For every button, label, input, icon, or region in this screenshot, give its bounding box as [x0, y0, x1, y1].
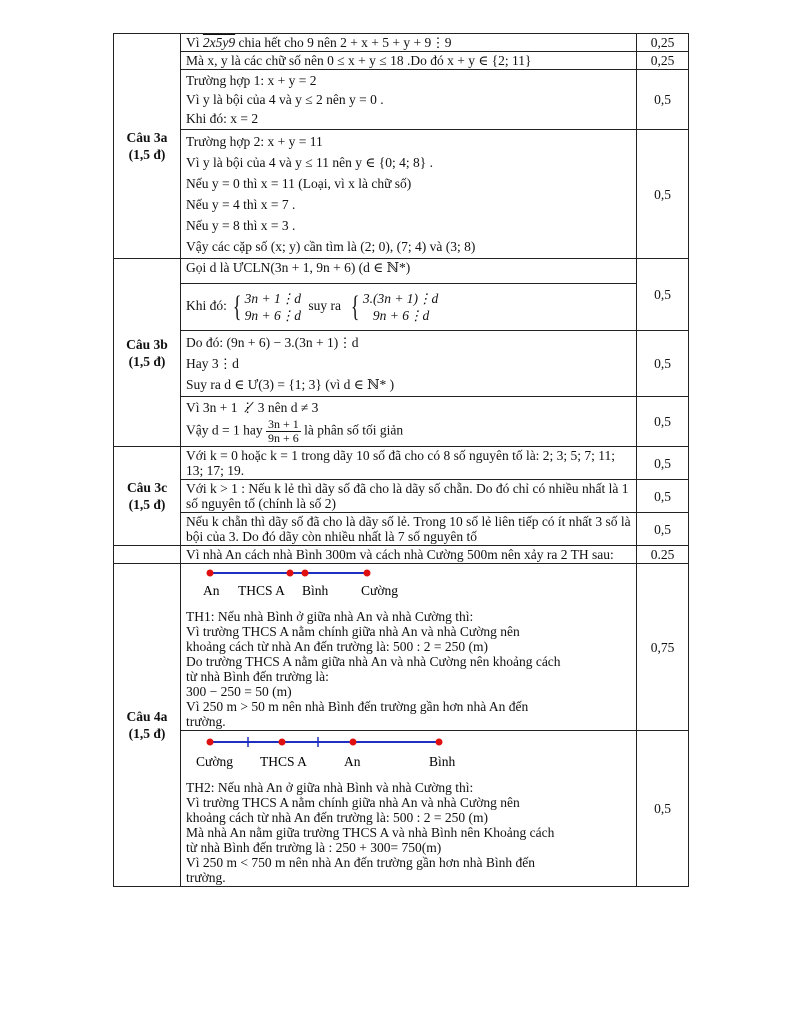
- point-an: [207, 570, 214, 577]
- label-thcs-a: THCS A: [238, 583, 285, 598]
- points-cell: 0,5: [637, 731, 689, 887]
- label-binh: Bình: [429, 754, 456, 769]
- point-an: [350, 739, 357, 746]
- label-an: An: [344, 754, 361, 769]
- table-row: [114, 397, 689, 447]
- points-cell: 0,5: [637, 259, 689, 331]
- answer-key-table: [113, 33, 689, 887]
- answer-cell: Mà x, y là các chữ số nên 0 ≤ x + y ≤ 18 .Do đó x + y ∈ {2; 11}: [181, 52, 637, 70]
- answer-cell: Trường hợp 2: x + y = 11 Vì y là bội của 4 và y ≤ 11 nên y ∈ {0; 4; 8} . Nếu y = 0 thì x = 11 (Loại, vì x là chữ số) Nếu y = 4 thì x = 7 . Nếu y = 8 thì x = 3 . Vậy các cặp số (x; y) cần tìm là (2; 0), (7; 4) và (3; 8): [181, 130, 637, 259]
- point-binh: [302, 570, 309, 577]
- table-row: [114, 259, 689, 284]
- points-cell: 0,25: [637, 52, 689, 70]
- answer-cell: Cường THCS A An Bình TH2: Nếu nhà An ở giữa nhà Bình và nhà Cường thì: Vì trường THCS A nằm chính giữa nhà An và nhà Cường nên khoảng cách từ nhà An đến trường là: 500 : 2 = 250 (m) Mà nhà An nằm giữa trường THCS A và nhà Bình nên Khoảng cách từ nhà Bình đến trường là : 250 + 300= 750(m) Vì 250 m < 750 m nên nhà An đến trường gần hơn nhà Bình đến trường.: [181, 731, 637, 887]
- equation-system: { 3n + 1⋮d 9n + 6⋮d: [233, 290, 302, 323]
- table-row: [114, 513, 689, 546]
- label-thcs-a: THCS A: [260, 754, 307, 769]
- point-thcs-a: [287, 570, 294, 577]
- points-cell: 0,5: [637, 397, 689, 447]
- question-label-3b: Câu 3b (1,5 đ): [114, 259, 181, 447]
- point-binh: [436, 739, 443, 746]
- table-row: [114, 564, 689, 731]
- points-cell: 0,5: [637, 70, 689, 130]
- table-row: [114, 480, 689, 513]
- points-cell: 0,5: [637, 513, 689, 546]
- table-row: [114, 331, 689, 397]
- table-row: [114, 447, 689, 480]
- points-cell: 0,5: [637, 447, 689, 480]
- points-cell: 0.25: [637, 546, 689, 564]
- table-row: [114, 130, 689, 259]
- label-an: An: [203, 583, 220, 598]
- points-cell: 0,75: [637, 564, 689, 731]
- label-binh: Bình: [302, 583, 329, 598]
- table-row: [114, 284, 689, 331]
- label-cuong: Cường: [196, 754, 233, 769]
- fraction: $\frac{3n + 1}{9n + 6}$: [267, 417, 299, 445]
- answer-cell: Vì nhà An cách nhà Bình 300m và cách nhà Cường 500m nên xảy ra 2 TH sau:: [181, 546, 637, 564]
- table-row: [114, 52, 689, 70]
- table-row: [114, 70, 689, 130]
- question-label-3a: Câu 3a (1,5 đ): [114, 34, 181, 259]
- points-cell: 0,5: [637, 480, 689, 513]
- points-cell: 0,5: [637, 130, 689, 259]
- number-line-diagram-2: [186, 732, 631, 772]
- table-row: [114, 731, 689, 887]
- points-cell: 0,25: [637, 34, 689, 52]
- table-row: [114, 546, 689, 564]
- answer-cell: Khi đó: { 3n + 1⋮d 9n + 6⋮d suy ra { 3.(3n + 1)⋮d 9n + 6⋮d: [181, 284, 637, 331]
- point-cuong: [364, 570, 371, 577]
- question-label-3c: Câu 3c (1,5 đ): [114, 447, 181, 546]
- table-row: [114, 34, 689, 52]
- point-thcs-a: [279, 739, 286, 746]
- answer-cell: Trường hợp 1: x + y = 2 Vì y là bội của 4 và y ≤ 2 nên y = 0 . Khi đó: x = 2: [181, 70, 637, 130]
- answer-cell: Gọi d là ƯCLN(3n + 1, 9n + 6) (d ∈ ℕ*): [181, 259, 637, 284]
- answer-cell: An THCS A Bình Cường TH1: Nếu nhà Bình ở giữa nhà An và nhà Cường thì: Vì trường THCS A nằm chính giữa nhà An và nhà Cường nên khoảng cách từ nhà An đến trường là: 500 : 2 = 250 (m) Do trường THCS A nằm giữa nhà An và nhà Cường nên khoảng cách từ nhà Bình đến trường là: 300 − 250 = 50 (m) Vì 250 m > 50 m nên nhà Bình đến trường gần hơn nhà An đến trường.: [181, 564, 637, 731]
- equation-system: { 3.(3n + 1)⋮d 9n + 6⋮d: [351, 290, 439, 323]
- label-cuong: Cường: [361, 583, 398, 598]
- points-cell: 0,5: [637, 331, 689, 397]
- point-cuong: [207, 739, 214, 746]
- number-line-diagram-1: [186, 565, 631, 605]
- answer-cell: Với k = 0 hoặc k = 1 trong dãy 10 số đã cho có 8 số nguyên tố là: 2; 3; 5; 7; 11; 13; 17; 19.: [181, 447, 637, 480]
- answer-cell: Nếu k chẵn thì dãy số đã cho là dãy số lẻ. Trong 10 số lẻ liên tiếp có ít nhất 3 số là bội của 3. Do đó dãy còn nhiều nhất là 7 số nguyên tố: [181, 513, 637, 546]
- answer-cell: Vì 2x5y9 chia hết cho 9 nên 2 + x + 5 + y + 9⋮9: [181, 34, 637, 52]
- answer-cell: Vì 3n + 1 ⋮̸ 3 nên d ≠ 3 Vậy d = 1 hay $\frac{3n + 1}{9n + 6}$ là phân số tối giản: [181, 397, 637, 447]
- answer-cell: Với k > 1 : Nếu k lẻ thì dãy số đã cho là dãy số chẵn. Do đó chỉ có nhiều nhất là 1 số nguyên tố (chính là số 2): [181, 480, 637, 513]
- answer-cell: Do đó: (9n + 6) − 3.(3n + 1)⋮d Hay 3⋮d Suy ra d ∈ Ư(3) = {1; 3} (vì d ∈ ℕ* ): [181, 331, 637, 397]
- question-label-4a: Câu 4a (1,5 đ): [114, 564, 181, 887]
- empty-cell: [114, 546, 181, 564]
